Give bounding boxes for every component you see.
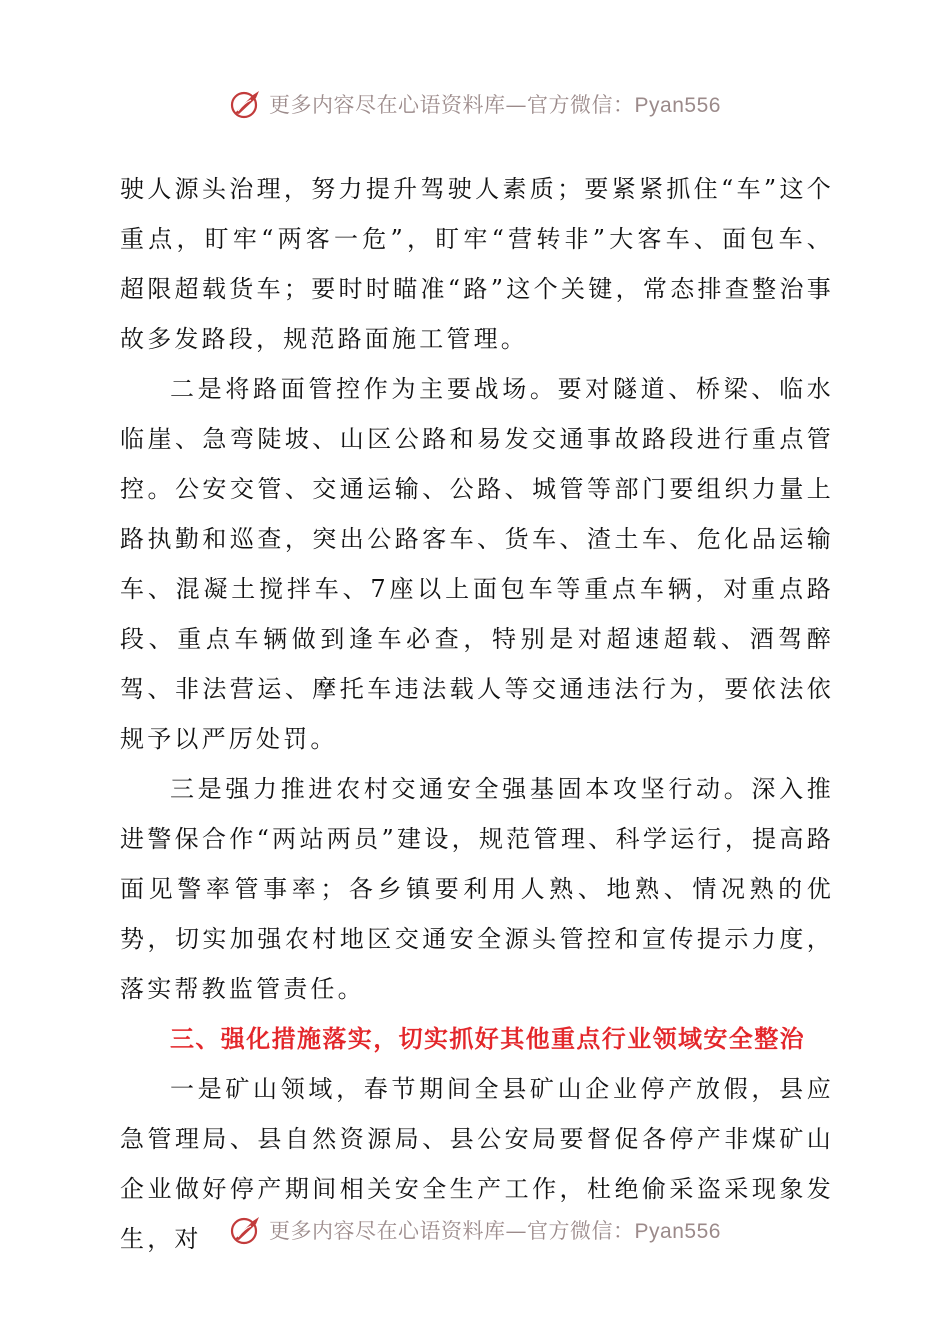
quill-logo-icon (229, 1213, 263, 1247)
footer-wechat-id: Pyan556 (634, 1220, 721, 1243)
paragraph-3: 三是强力推进农村交通安全强基固本攻坚行动。深入推进警保合作“两站两员”建设，规范管理、科学运行，提高路面见警率管事率；各乡镇要利用人熟、地熟、情况熟的优势，切实加强农村地区交通安全源头管控和宣传提示力度，落实帮教监管责任。 (120, 775, 834, 1003)
quill-logo-icon (229, 87, 263, 121)
paragraph-4: 一是矿山领域，春节期间全县矿山企业停产放假，县应急管理局、县自然资源局、县公安局要督促各停产非煤矿山企业做好停产期间相关安全生产工作，杜绝偷采盗采现象发生，对 (120, 1075, 834, 1253)
footer-banner-text: 更多内容尽在心语资料库—官方微信：Pyan556 (269, 1219, 721, 1243)
header-banner (0, 84, 950, 124)
document-body (120, 164, 834, 1264)
footer-banner (0, 1210, 950, 1250)
paragraph-1: 驶人源头治理，努力提升驾驶人素质；要紧紧抓住“车”这个重点，盯牢“两客一危”，盯牢“营转非”大客车、面包车、超限超载货车；要时时瞄准“路”这个关键，常态排查整治事故多发路段，规范路面施工管理。 (120, 175, 834, 353)
header-banner-text: 更多内容尽在心语资料库—官方微信：Pyan556 (269, 93, 721, 117)
section-heading-3: 三、强化措施落实，切实抓好其他重点行业领域安全整治 (170, 1025, 805, 1053)
paragraph-2: 二是将路面管控作为主要战场。要对隧道、桥梁、临水临崖、急弯陡坡、山区公路和易发交通事故路段进行重点管控。公安交管、交通运输、公路、城管等部门要组织力量上路执勤和巡查，突出公路客车、货车、渣土车、危化品运输车、混凝土搅拌车、7座以上面包车等重点车辆，对重点路段、重点车辆做到逢车必查，特别是对超速超载、酒驾醉驾、非法营运、摩托车违法载人等交通违法行为，要依法依规予以严厉处罚。 (120, 375, 834, 753)
header-wechat-id: Pyan556 (634, 94, 721, 117)
